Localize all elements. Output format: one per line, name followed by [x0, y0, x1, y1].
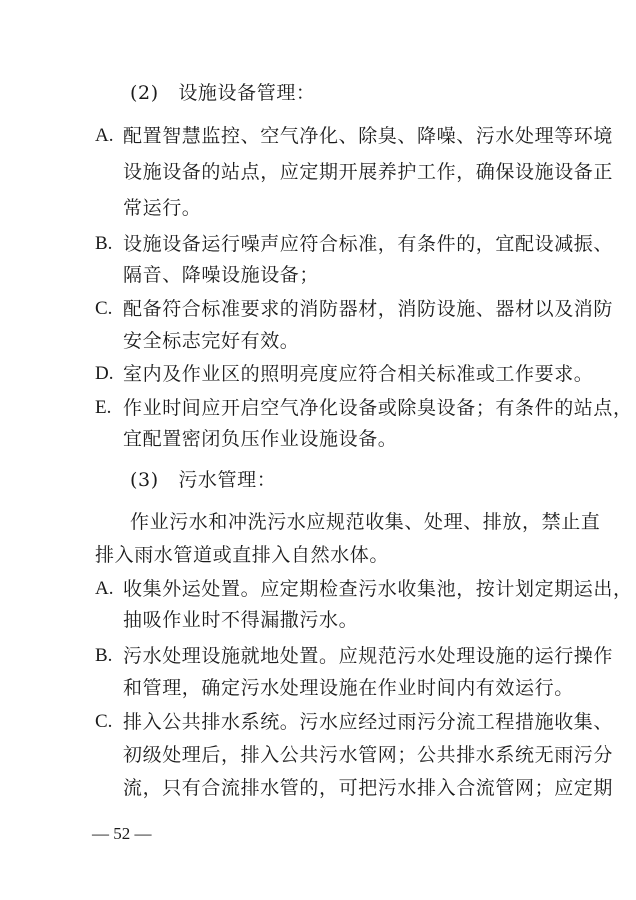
paragraph-line: 作业污水和冲洗污水应规范收集、处理、排放，禁止直 [130, 511, 601, 533]
list-item-line: 污水处理设施就地处置。应规范污水处理设施的运行操作 [123, 645, 614, 667]
list-item-line: 室内及作业区的照明亮度应符合相关标准或工作要求。 [123, 363, 594, 385]
list-item-line: 收集外运处置。应定期检查污水收集池，按计划定期运出， [123, 578, 633, 600]
list-item-line: 流，只有合流排水管的，可把污水排入合流管网；应定期 [123, 777, 614, 799]
list-item-line: 配置智慧监控、空气净化、除臭、降噪、污水处理等环境 [123, 125, 614, 147]
list-item-line: 排入公共排水系统。污水应经过雨污分流工程措施收集、 [123, 711, 614, 733]
list-item-line: 设施设备运行噪声应符合标准，有条件的，宜配设减振、 [123, 233, 614, 255]
list-marker: C. [95, 711, 113, 732]
list-marker: E. [95, 397, 112, 418]
list-item-line: 隔音、降噪设施设备； [123, 264, 320, 286]
section-heading-facility: (2) 设施设备管理： [130, 82, 316, 104]
list-marker: A. [95, 125, 114, 146]
page-number: — 52 — [92, 824, 152, 843]
list-item-line: 作业时间应开启空气净化设备或除臭设备；有条件的站点， [123, 397, 633, 419]
list-item-line: 抽吸作业时不得漏撒污水。 [123, 609, 359, 631]
list-item-line: 初级处理后，排入公共污水管网；公共排水系统无雨污分 [123, 744, 614, 766]
list-marker: B. [95, 233, 113, 254]
list-item-line: 安全标志完好有效。 [123, 330, 300, 352]
list-item-line: 和管理，确定污水处理设施在作业时间内有效运行。 [123, 677, 574, 699]
section-heading-sewage: (3) 污水管理： [130, 469, 277, 491]
list-marker: D. [95, 363, 114, 384]
list-marker: C. [95, 298, 113, 319]
paragraph-line: 排入雨水管道或直排入自然水体。 [95, 544, 390, 566]
list-item-line: 宜配置密闭负压作业设施设备。 [123, 428, 398, 450]
list-item-line: 常运行。 [123, 197, 202, 219]
list-item-line: 设施设备的站点，应定期开展养护工作，确保设施设备正 [123, 161, 614, 183]
list-marker: A. [95, 578, 114, 599]
list-item-line: 配备符合标准要求的消防器材，消防设施、器材以及消防 [123, 298, 614, 320]
list-marker: B. [95, 645, 113, 666]
